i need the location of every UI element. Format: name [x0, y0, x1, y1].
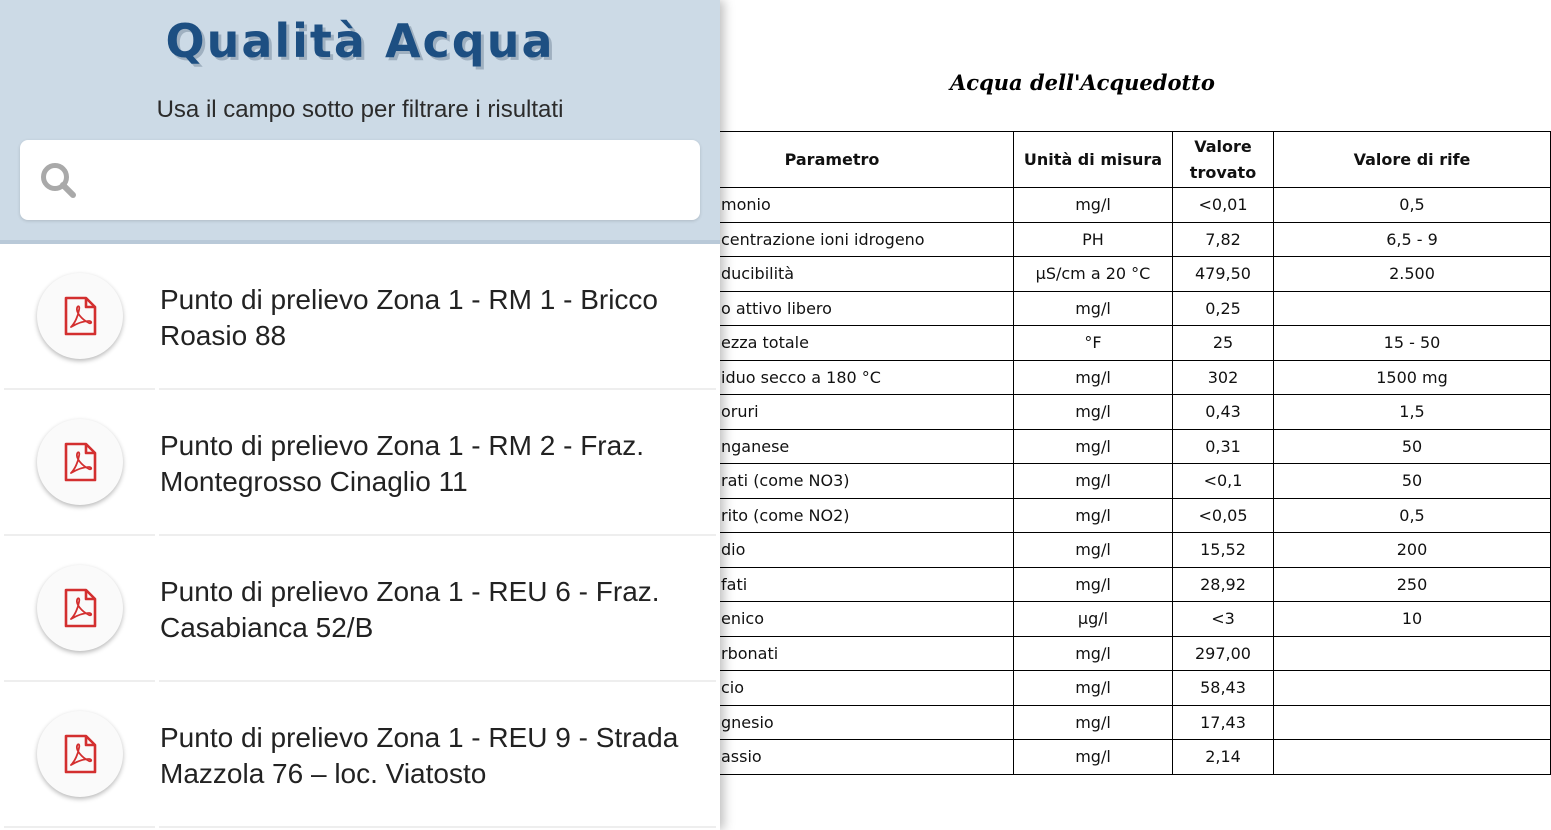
column-header: Valore trovato: [1173, 132, 1274, 188]
divider: [4, 826, 716, 828]
search-input[interactable]: [100, 155, 684, 207]
table-cell: 15,52: [1173, 533, 1274, 568]
list-item[interactable]: [0, 246, 720, 390]
divider-gap: [155, 388, 159, 390]
pdf-icon: [37, 273, 123, 359]
pdf-icon: [37, 419, 123, 505]
column-header: Unità di misura: [1014, 132, 1173, 188]
table-row: [651, 429, 1551, 464]
table-cell: [1274, 705, 1551, 740]
table-row: [651, 671, 1551, 706]
app-title: Qualità Acqua: [165, 14, 555, 68]
table-row: [651, 222, 1551, 257]
table-row: [651, 291, 1551, 326]
table-cell: 0,31: [1173, 429, 1274, 464]
table-cell: 297,00: [1173, 636, 1274, 671]
table-row: [651, 395, 1551, 430]
table-cell: rito (come NO2): [651, 498, 1014, 533]
list-item[interactable]: [0, 538, 720, 682]
column-header: Valore di rife: [1274, 132, 1551, 188]
table-cell: 28,92: [1173, 567, 1274, 602]
table-cell: [1274, 671, 1551, 706]
table-cell: ducibilità: [651, 257, 1014, 292]
table-cell: mg/l: [1014, 429, 1173, 464]
table-cell: µS/cm a 20 °C: [1014, 257, 1173, 292]
table-cell: oruri: [651, 395, 1014, 430]
table-cell: mg/l: [1014, 671, 1173, 706]
list-item-label: Punto di prelievo Zona 1 - RM 1 - Bricco Roasio 88: [160, 284, 658, 351]
table-cell: mg/l: [1014, 636, 1173, 671]
table-cell: 2,14: [1173, 740, 1274, 775]
list-item-label: Punto di prelievo Zona 1 - RM 2 - Fraz. Montegrosso Cinaglio 11: [160, 430, 644, 497]
table-cell: centrazione ioni idrogeno: [651, 222, 1014, 257]
divider-gap: [155, 534, 159, 536]
table-cell: mg/l: [1014, 533, 1173, 568]
table-cell: dio: [651, 533, 1014, 568]
table-cell: mg/l: [1014, 291, 1173, 326]
table-cell: °F: [1014, 326, 1173, 361]
table-cell: iduo secco a 180 °C: [651, 360, 1014, 395]
table-cell: cio: [651, 671, 1014, 706]
table-cell: [1274, 740, 1551, 775]
table-cell: mg/l: [1014, 567, 1173, 602]
table-cell: rati (come NO3): [651, 464, 1014, 499]
table-cell: 17,43: [1173, 705, 1274, 740]
table-cell: PH: [1014, 222, 1173, 257]
table-row: [651, 533, 1551, 568]
pdf-icon: [37, 711, 123, 797]
table-cell: 50: [1274, 464, 1551, 499]
table-cell: mg/l: [1014, 740, 1173, 775]
drawer-header: [0, 0, 720, 244]
table-cell: mg/l: [1014, 464, 1173, 499]
navigation-drawer: [0, 0, 720, 830]
divider: [4, 388, 716, 390]
table-cell: [1274, 636, 1551, 671]
results-table: [650, 131, 1551, 775]
table-cell: enico: [651, 602, 1014, 637]
table-row: [651, 326, 1551, 361]
list-item-label: Punto di prelievo Zona 1 - REU 9 - Strada Mazzola 76 – loc. Viatosto: [160, 722, 679, 789]
search-icon[interactable]: [38, 160, 78, 200]
table-cell: 2.500: [1274, 257, 1551, 292]
divider: [4, 680, 716, 682]
table-cell: 1500 mg: [1274, 360, 1551, 395]
table-row: [651, 360, 1551, 395]
table-cell: 6,5 - 9: [1274, 222, 1551, 257]
table-cell: nganese: [651, 429, 1014, 464]
divider: [4, 534, 716, 536]
table-cell: 250: [1274, 567, 1551, 602]
table-cell: 1,5: [1274, 395, 1551, 430]
column-header: Parametro: [651, 132, 1014, 188]
table-cell: 0,43: [1173, 395, 1274, 430]
table-cell: [1274, 291, 1551, 326]
table-row: [651, 188, 1551, 223]
table-cell: mg/l: [1014, 360, 1173, 395]
table-row: [651, 257, 1551, 292]
table-cell: <0,1: [1173, 464, 1274, 499]
divider-gap: [155, 826, 159, 828]
table-cell: gnesio: [651, 705, 1014, 740]
table-cell: 50: [1274, 429, 1551, 464]
table-cell: 25: [1173, 326, 1274, 361]
table-cell: mg/l: [1014, 395, 1173, 430]
table-cell: mg/l: [1014, 705, 1173, 740]
table-cell: 479,50: [1173, 257, 1274, 292]
table-row: [651, 498, 1551, 533]
table-cell: 58,43: [1173, 671, 1274, 706]
table-cell: 0,25: [1173, 291, 1274, 326]
table-row: [651, 602, 1551, 637]
table-cell: o attivo libero: [651, 291, 1014, 326]
table-cell: fati: [651, 567, 1014, 602]
table-cell: 15 - 50: [1274, 326, 1551, 361]
table-row: [651, 464, 1551, 499]
table-cell: 10: [1274, 602, 1551, 637]
list-item-label: Punto di prelievo Zona 1 - REU 6 - Fraz. Casabianca 52/B: [160, 576, 660, 643]
table-cell: rbonati: [651, 636, 1014, 671]
table-cell: 0,5: [1274, 188, 1551, 223]
table-cell: <3: [1173, 602, 1274, 637]
table-cell: 0,5: [1274, 498, 1551, 533]
table-cell: monio: [651, 188, 1014, 223]
pdf-icon: [37, 565, 123, 651]
table-row: [651, 636, 1551, 671]
table-row: [651, 740, 1551, 775]
table-cell: ezza totale: [651, 326, 1014, 361]
table-row: [651, 567, 1551, 602]
table-header-row: [651, 132, 1551, 188]
divider-gap: [155, 680, 159, 682]
table-cell: 200: [1274, 533, 1551, 568]
table-cell: <0,01: [1173, 188, 1274, 223]
list-item[interactable]: [0, 684, 720, 828]
table-cell: 302: [1173, 360, 1274, 395]
document-title: Acqua dell'Acquedotto: [950, 70, 1215, 95]
filter-hint: Usa il campo sotto per filtrare i risultati: [156, 96, 564, 123]
table-cell: <0,05: [1173, 498, 1274, 533]
table-cell: 7,82: [1173, 222, 1274, 257]
table-cell: µg/l: [1014, 602, 1173, 637]
table-row: [651, 705, 1551, 740]
table-cell: mg/l: [1014, 188, 1173, 223]
list-item[interactable]: [0, 392, 720, 536]
table-cell: mg/l: [1014, 498, 1173, 533]
table-cell: assio: [651, 740, 1014, 775]
